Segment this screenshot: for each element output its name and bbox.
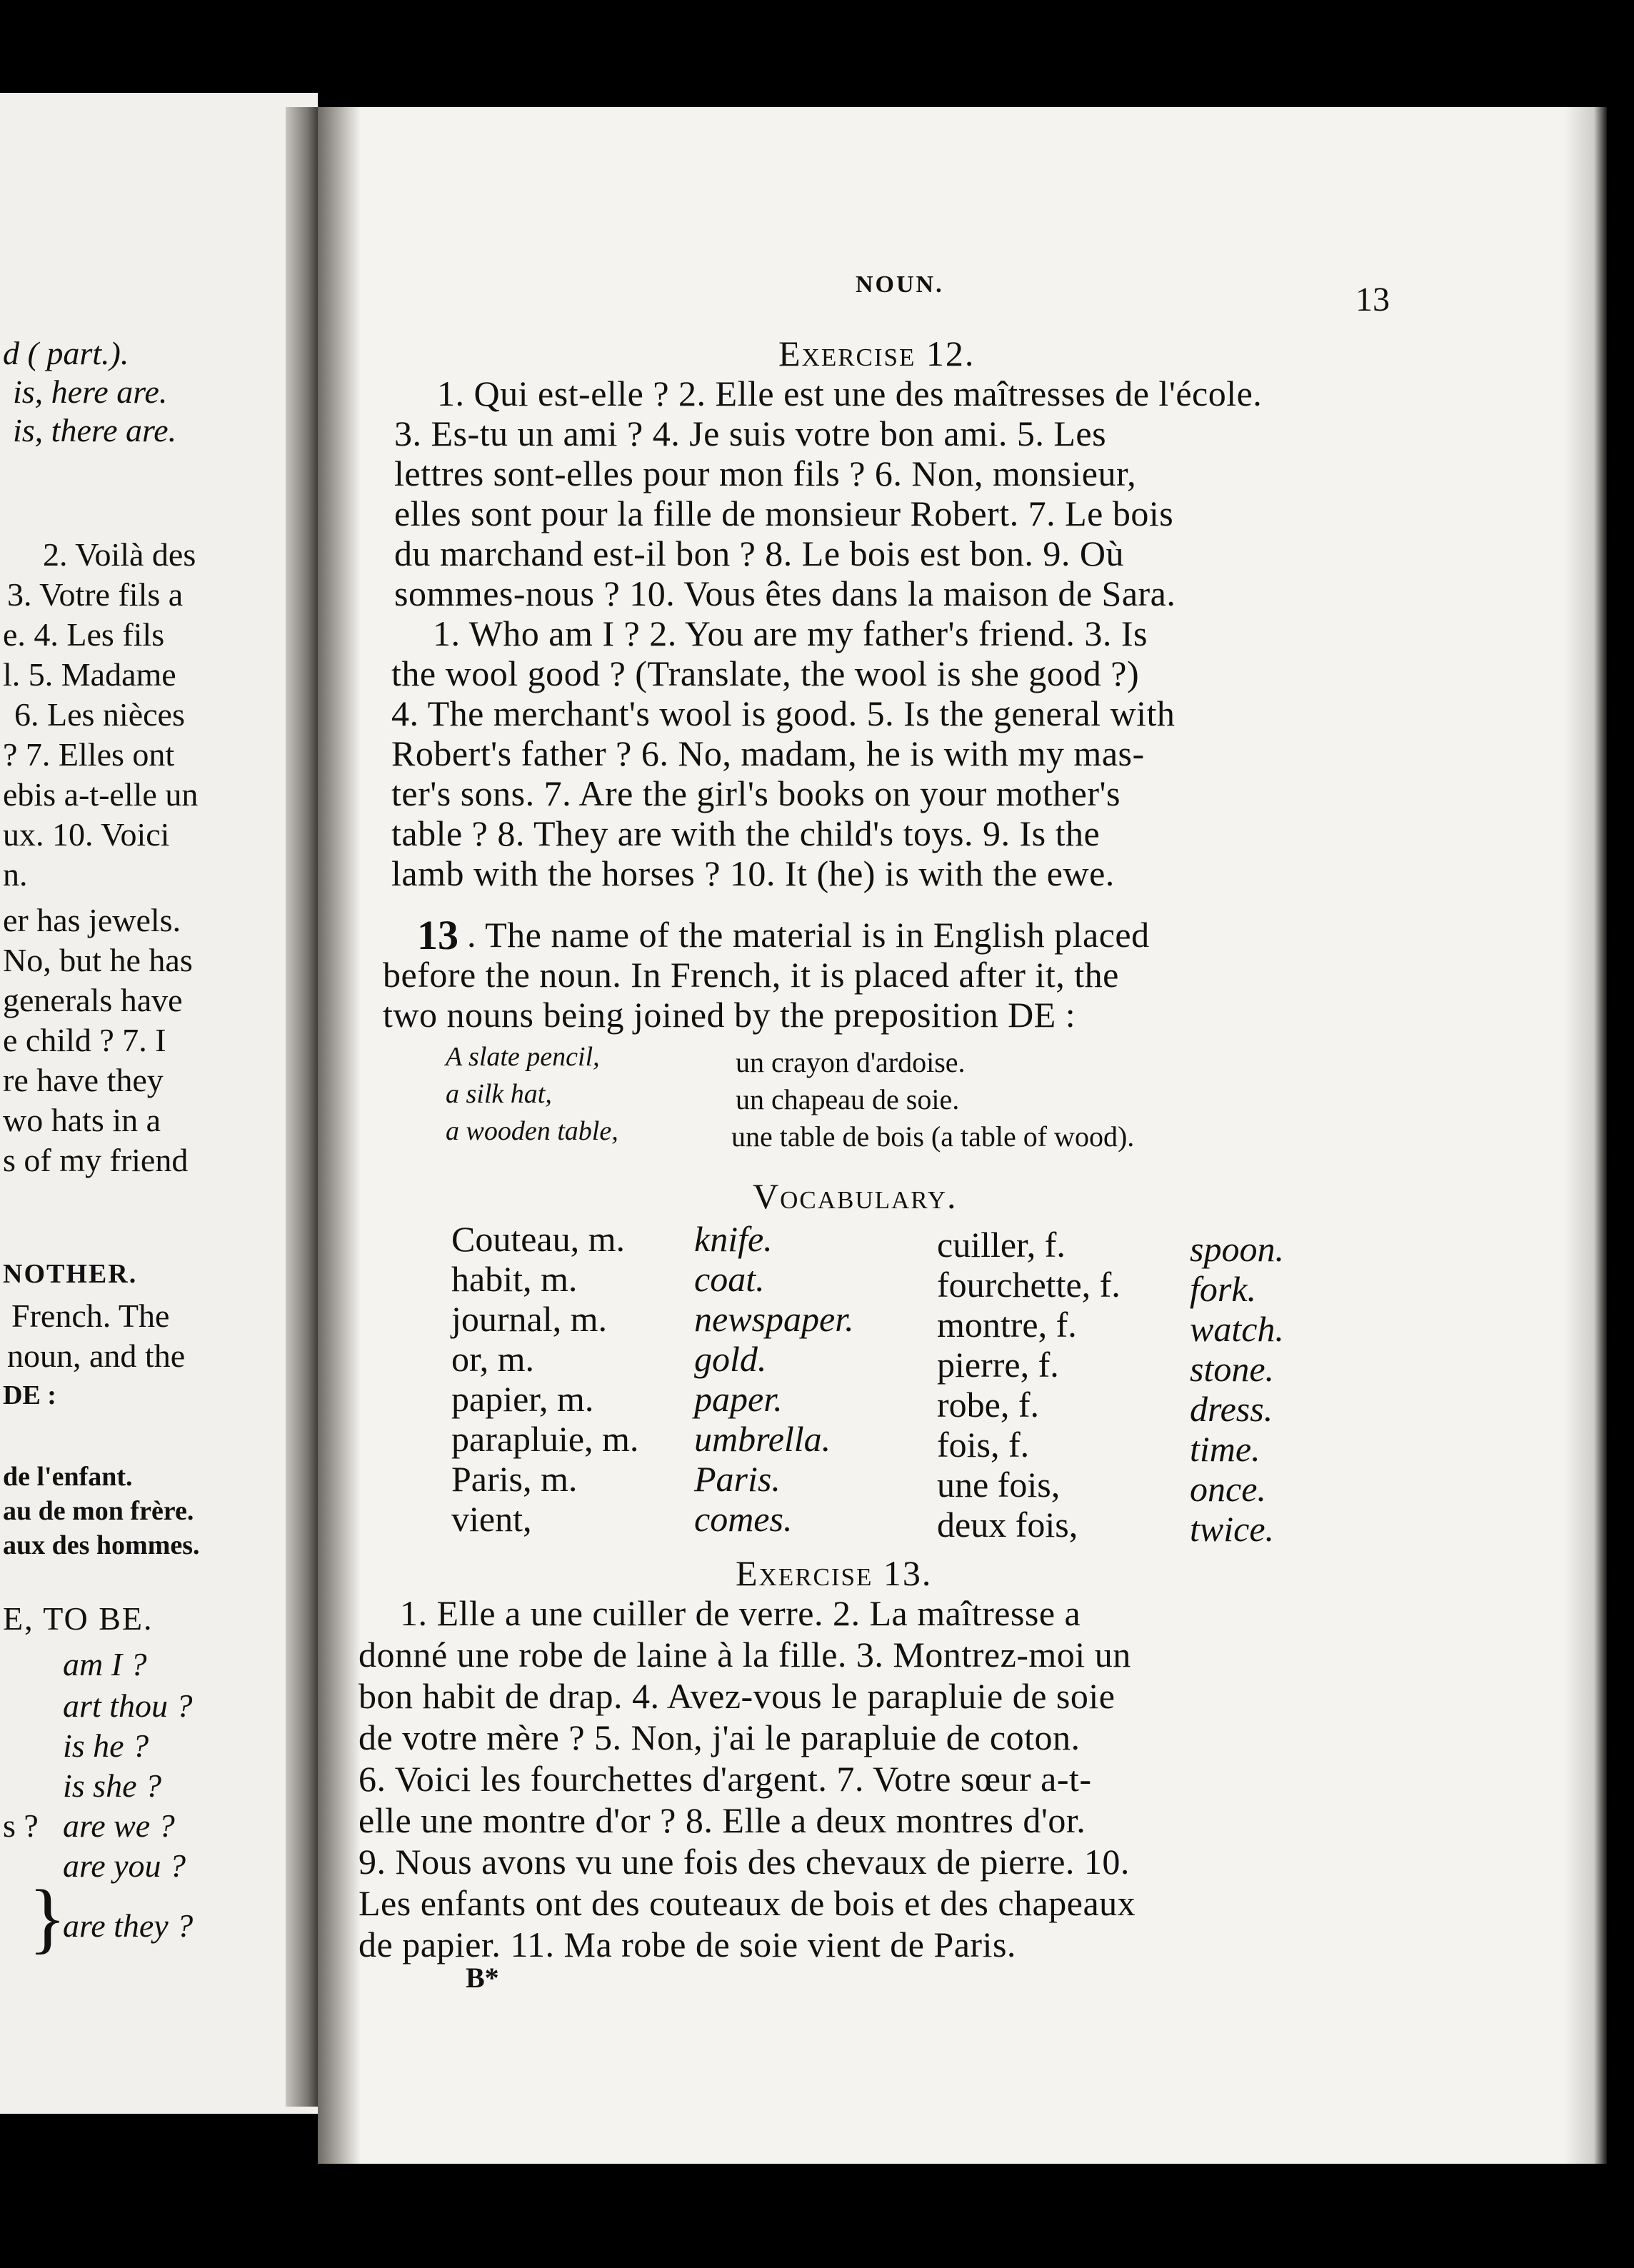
left-line: s of my friend [3,1142,189,1178]
left-question: am I ? [63,1646,147,1682]
vocab-meaning: stone. [1190,1349,1275,1389]
example-en: A slate pencil, [446,1042,600,1072]
exercise-line: lettres sont-elles pour mon fils ? 6. Non, monsieur, [394,453,1137,493]
section-13-number: 13 [417,912,458,958]
vocab-word: une fois, [937,1465,1061,1505]
exercise-line: bon habit de drap. 4. Avez-vous le parapluie de soie [359,1676,1116,1716]
vocab-word: parapluie, m. [451,1419,639,1459]
left-line: is, there are. [13,412,177,448]
signature-mark: B* [466,1962,499,1994]
vocab-meaning: fork. [1190,1269,1257,1309]
binding-gutter [318,107,361,2164]
vocab-meaning: gold. [694,1339,767,1379]
left-line: ebis a-t-elle un [3,776,199,813]
left-line: DE : [3,1380,56,1410]
left-brace: } [29,1874,66,1961]
left-question: are you ? [63,1847,186,1884]
page-number: 13 [1355,281,1390,318]
vocab-meaning: dress. [1190,1389,1273,1429]
vocab-word: or, m. [451,1339,535,1379]
section-13-line: . The name of the material is in English placed [467,915,1150,955]
vocab-word: fois, f. [937,1425,1030,1465]
vocab-meaning: newspaper. [694,1299,854,1339]
vocab-meaning: twice. [1190,1509,1275,1549]
right-page-edge [1564,107,1607,2164]
vocab-meaning: comes. [694,1499,793,1539]
left-question: is he ? [63,1727,149,1764]
left-line: er has jewels. [3,902,181,938]
left-question: art thou ? [63,1687,193,1724]
left-line: l. 5. Madame [3,656,176,693]
left-line: e child ? 7. I [3,1022,166,1058]
left-line: noun, and the [7,1338,186,1374]
left-line: No, but he has [3,942,193,978]
exercise-line: elles sont pour la fille de monsieur Robert. 7. Le bois [394,493,1174,533]
example-fr: une table de bois (a table of wood). [731,1120,1135,1153]
vocab-word: Paris, m. [451,1459,578,1499]
left-example: au de mon frère. [3,1496,194,1526]
vocabulary-title: Vocabulary. [753,1176,958,1216]
vocab-word: montre, f. [937,1305,1077,1345]
vocab-word: robe, f. [937,1385,1039,1425]
exercise-line: 6. Voici les fourchettes d'argent. 7. Votre sœur a-t- [359,1759,1092,1799]
left-line: ux. 10. Voici [3,816,170,853]
vocab-meaning: paper. [694,1379,783,1419]
left-line: re have they [3,1062,164,1098]
exercise-line: 1. Who am I ? 2. You are my father's friend. 3. Is [433,613,1148,653]
example-en: a silk hat, [446,1079,552,1109]
exercise-line: 9. Nous avons vu une fois des chevaux de pierre. 10. [359,1842,1130,1882]
exercise-line: table ? 8. They are with the child's toys. 9. Is the [391,813,1101,853]
left-example: aux des hommes. [3,1530,200,1560]
left-line: is, here are. [13,373,168,410]
exercise-line: 1. Qui est-elle ? 2. Elle est une des maîtresses de l'école. [437,373,1263,413]
example-en: a wooden table, [446,1116,618,1146]
left-question: are they ? [63,1907,194,1944]
left-line: d ( part.). [3,335,129,371]
vocab-meaning: time. [1190,1429,1260,1469]
vocab-word: vient, [451,1499,532,1539]
example-fr: un crayon d'ardoise. [736,1046,966,1078]
left-line: ? 7. Elles ont [3,736,175,773]
vocab-meaning: coat. [694,1259,765,1299]
left-example: de l'enfant. [3,1462,133,1492]
vocab-word: fourchette, f. [937,1265,1121,1305]
vocab-meaning: umbrella. [694,1419,831,1459]
exercise-line: elle une montre d'or ? 8. Elle a deux montres d'or. [359,1800,1086,1840]
left-question: is she ? [63,1767,161,1804]
vocab-word: cuiller, f. [937,1225,1066,1265]
vocab-word: deux fois, [937,1505,1078,1545]
vocab-meaning: watch. [1190,1309,1284,1349]
left-line: n. [3,856,28,893]
left-line: 2. Voilà des [43,536,196,573]
exercise-line: the wool good ? (Translate, the wool is she good ?) [391,653,1140,693]
exercise-line: de papier. 11. Ma robe de soie vient de Paris. [359,1925,1016,1965]
left-question-prefix: s ? [3,1807,39,1844]
vocab-word: pierre, f. [937,1345,1059,1385]
left-line: generals have [3,982,183,1018]
exercise-line: 3. Es-tu un ami ? 4. Je suis votre bon ami. 5. Les [394,413,1107,453]
exercise-13-title: Exercise 13. [736,1553,933,1593]
vocab-meaning: once. [1190,1469,1266,1509]
vocab-meaning: knife. [694,1219,773,1259]
left-line: 3. Votre fils a [7,576,184,613]
section-13-line: before the noun. In French, it is placed after it, the [383,955,1119,995]
left-line: e. 4. Les fils [3,616,165,653]
left-line: wo hats in a [3,1102,161,1138]
exercise-line: Les enfants ont des couteaux de bois et des chapeaux [359,1883,1136,1923]
exercise-line: lamb with the horses ? 10. It (he) is with the ewe. [391,853,1115,893]
vocab-meaning: spoon. [1190,1229,1284,1269]
vocab-word: Couteau, m. [451,1219,626,1259]
exercise-line: 1. Elle a une cuiller de verre. 2. La maîtresse a [400,1593,1081,1633]
vocab-word: papier, m. [451,1379,594,1419]
example-fr: un chapeau de soie. [736,1083,960,1115]
left-heading: NOTHER. [3,1259,138,1289]
exercise-line: Robert's father ? 6. No, madam, he is with my mas- [391,733,1145,773]
vocab-meaning: Paris. [694,1459,781,1499]
exercise-line: de votre mère ? 5. Non, j'ai le parapluie de coton. [359,1717,1081,1757]
running-head: NOUN. [856,271,944,298]
left-line: 6. Les nièces [14,696,185,733]
left-to-be-heading: E, TO BE. [3,1600,154,1637]
vocab-word: habit, m. [451,1259,578,1299]
left-line: French. The [11,1298,170,1334]
left-question: are we ? [63,1807,175,1844]
vocab-word: journal, m. [451,1299,608,1339]
exercise-12-title: Exercise 12. [778,333,976,373]
section-13-line: two nouns being joined by the preposition DE : [383,995,1076,1035]
exercise-line: ter's sons. 7. Are the girl's books on your mother's [391,773,1121,813]
exercise-line: du marchand est-il bon ? 8. Le bois est bon. 9. Où [394,533,1125,573]
left-page-gutter [286,107,321,2107]
exercise-line: donné une robe de laine à la fille. 3. Montrez-moi un [359,1635,1131,1675]
exercise-line: sommes-nous ? 10. Vous êtes dans la maison de Sara. [394,573,1176,613]
exercise-line: 4. The merchant's wool is good. 5. Is the general with [391,693,1176,733]
